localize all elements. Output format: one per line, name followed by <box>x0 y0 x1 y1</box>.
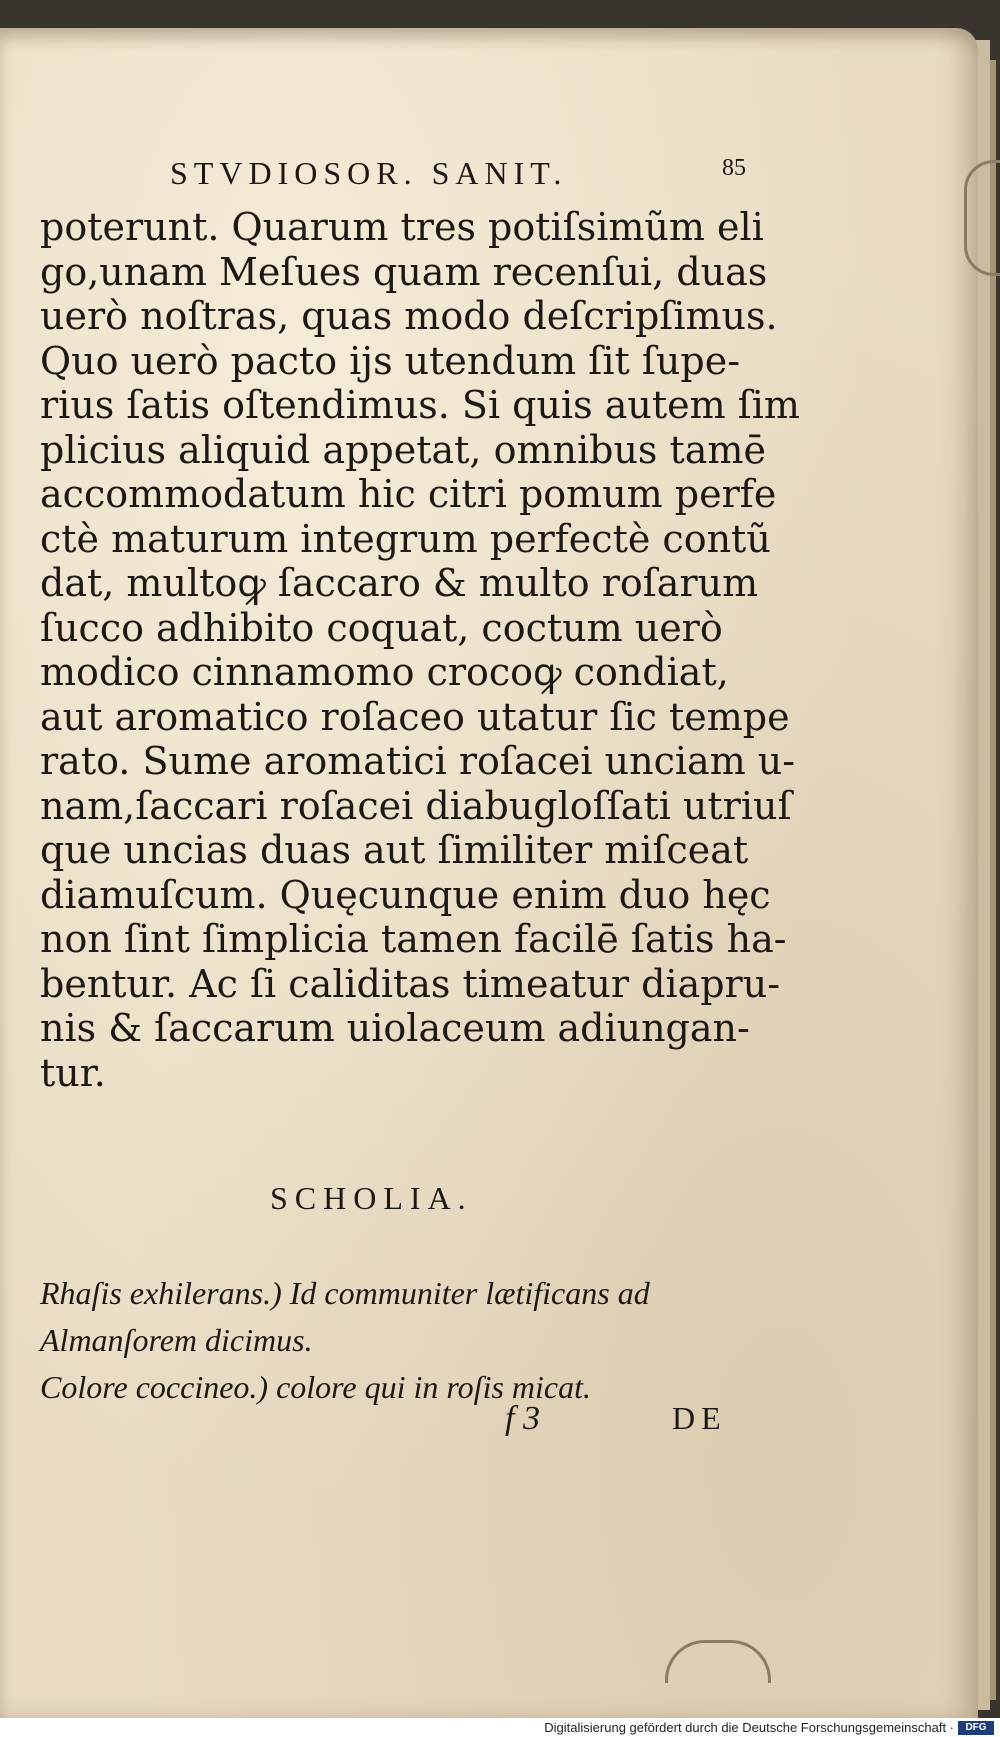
text-line: rato. Sume aromatici roſacei unciam u- <box>40 739 796 783</box>
running-head: STVDIOSOR. SANIT. <box>170 155 568 191</box>
text-line: plicius aliquid appetat, omnibus tamē <box>40 427 766 472</box>
text-line: nis & ſaccarum uiolaceum adiungan- <box>40 1006 750 1050</box>
text-line: go,unam Meſues quam recenſui, duas <box>40 249 768 294</box>
funding-credit: Digitalisierung gefördert durch die Deutsche Forschungsgemeinschaft · <box>544 1720 954 1735</box>
text-line: rius ſatis oſtendimus. Si quis autem ſim <box>40 383 800 427</box>
text-line: Quo uerò pacto ijs utendum ſit ſupe- <box>40 338 741 383</box>
page-clip-top <box>964 160 1000 276</box>
text-line: ctè maturum integrum perfectè contũ <box>40 516 771 561</box>
body-text <box>40 205 800 1095</box>
text-line: modico cinnamomo crocoꝙ condiat, <box>40 650 729 694</box>
text-line: que uncias duas aut ſimiliter miſceat <box>40 828 749 872</box>
text-line: diamuſcum. Quęcunque enim duo hęc <box>40 872 771 917</box>
note-line: Almanſorem dicimus. <box>40 1322 313 1358</box>
dfg-logo-icon: DFG <box>958 1721 994 1735</box>
folio-number: 85 <box>722 155 746 181</box>
text-line: accommodatum hic citri pomum perfe <box>40 472 777 516</box>
scholia-heading: SCHOLIA. <box>270 1180 473 1216</box>
text-line: ſucco adhibito coquat, coctum uerò <box>40 605 723 650</box>
text-line: poterunt. Quarum tres potiſsimũm eli <box>40 205 764 249</box>
text-line: nam,ſaccari roſacei diabugloſſati utriuſ <box>40 783 792 828</box>
text-line: non ſint ſimplicia tamen facilē ſatis ha- <box>40 917 787 961</box>
text-line: uerò noſtras, quas modo deſcripſimus. <box>40 294 778 338</box>
note-line: Rhaſis exhilerans.) Id communiter lætificans ad <box>40 1275 650 1311</box>
note-line: Colore coccineo.) colore qui in roſis micat. <box>40 1369 591 1405</box>
signature-mark: f 3 <box>505 1400 540 1437</box>
scholia-notes <box>40 1270 760 1411</box>
text-line: aut aromatico roſaceo utatur ſic tempe <box>40 694 790 739</box>
catchword: DE <box>672 1400 727 1436</box>
text-line: tur. <box>40 1050 106 1095</box>
text-line: dat, multoꝙ ſaccaro & multo roſarum <box>40 561 759 605</box>
text-line: bentur. Ac ſi caliditas timeatur diapru- <box>40 961 781 1006</box>
